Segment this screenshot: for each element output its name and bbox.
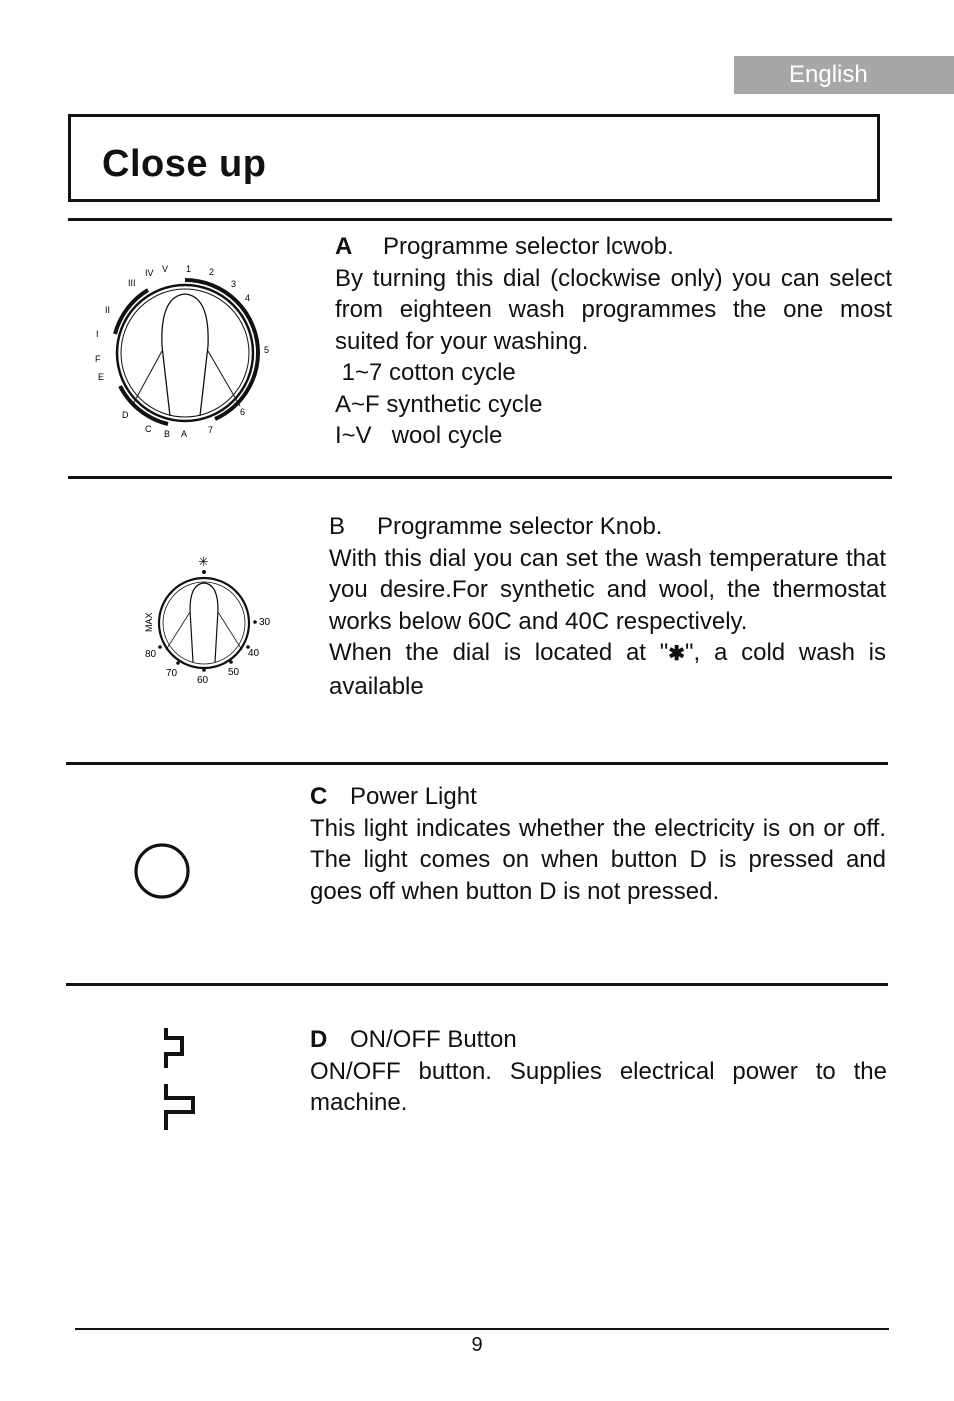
section-divider (66, 762, 888, 765)
dial-label: 4 (245, 293, 251, 303)
dial-label: V (162, 264, 169, 274)
section-heading: ON/OFF Button (350, 1026, 517, 1053)
section-divider (68, 476, 892, 479)
temperature-knob-illustration (138, 552, 278, 692)
section-d-text (310, 1024, 887, 1119)
cycle-line: I~V wool cycle (335, 422, 503, 449)
section-heading: Programme selector Knob. (377, 513, 663, 540)
section-a-heading (335, 231, 892, 263)
dial-label: E (98, 372, 105, 382)
section-d-body: ON/OFF button. Supplies electrical power to the machine. (310, 1057, 887, 1116)
cold-wash-text-pre: When the dial is located at " (329, 639, 669, 666)
title-box (68, 114, 880, 202)
section-c-text (310, 781, 886, 907)
section-divider (68, 218, 892, 221)
programme-dial-illustration (90, 256, 280, 446)
section-d-heading (310, 1024, 887, 1056)
section-a-body: By turning this dial (clockwise only) you can select from eighteen wash programmes the one most suited for your washing. (335, 264, 892, 355)
cycle-line: A~F synthetic cycle (335, 390, 543, 418)
dial-label: IV (145, 268, 154, 278)
section-divider (66, 983, 888, 986)
dial-label: 1 (186, 264, 192, 274)
dial-label: 5 (264, 345, 270, 355)
snowflake-icon: ✳ (198, 554, 209, 569)
dial-label: 6 (240, 407, 246, 417)
language-tab: English (734, 56, 954, 94)
dial-label: D (122, 410, 129, 420)
snowflake-icon: ✱ (668, 643, 686, 665)
dial-label: F (95, 354, 101, 364)
dial-label: I (96, 329, 99, 339)
section-b-cold-wash (329, 637, 886, 702)
programme-dial-icon (90, 256, 280, 446)
temperature-knob-icon (138, 552, 278, 692)
section-letter: D (310, 1026, 328, 1053)
knob-label: 60 (197, 675, 209, 686)
power-light-illustration (133, 841, 193, 901)
section-heading: Power Light (350, 783, 477, 810)
dial-label: 3 (231, 279, 237, 289)
page-title: Close up (102, 143, 267, 185)
section-b-text (329, 511, 886, 702)
knob-label: 40 (248, 648, 260, 659)
on-off-button-illustration (160, 1026, 204, 1134)
section-a-text (335, 231, 892, 452)
section-letter: C (310, 783, 328, 810)
knob-label: 30 (259, 617, 271, 628)
dial-label: A (181, 429, 188, 439)
section-letter: B (329, 513, 346, 540)
dial-label: B (164, 429, 171, 439)
section-b-heading (329, 511, 886, 543)
section-b-body: With this dial you can set the wash temperature that you desire.For synthetic and wool, the thermostat works below 60C and 40C respectively. (329, 544, 886, 635)
section-c-heading (310, 781, 886, 813)
section-letter: A (335, 233, 353, 260)
dial-label: 7 (208, 425, 214, 435)
dial-label: 2 (209, 267, 215, 277)
page-number: 9 (471, 1334, 483, 1356)
knob-label: 50 (228, 667, 240, 678)
knob-label: MAX (144, 612, 154, 632)
power-light-icon (133, 841, 193, 901)
cycle-line: 1~7 cotton cycle (335, 359, 516, 386)
section-heading: Programme selector lcwob. (383, 233, 674, 260)
knob-label: 80 (145, 649, 157, 660)
section-c-body: This light indicates whether the electricity is on or off. The light comes on when button D is pressed and goes off when button D is not pressed. (310, 814, 886, 905)
dial-label: II (105, 305, 111, 315)
dial-label: III (128, 278, 136, 288)
knob-label: 70 (166, 668, 178, 679)
dial-label: C (145, 424, 152, 434)
on-off-switch-icon (160, 1026, 204, 1134)
footer-divider (75, 1328, 889, 1330)
cold-wash-text-post: ", a cold wash is available (329, 639, 887, 700)
